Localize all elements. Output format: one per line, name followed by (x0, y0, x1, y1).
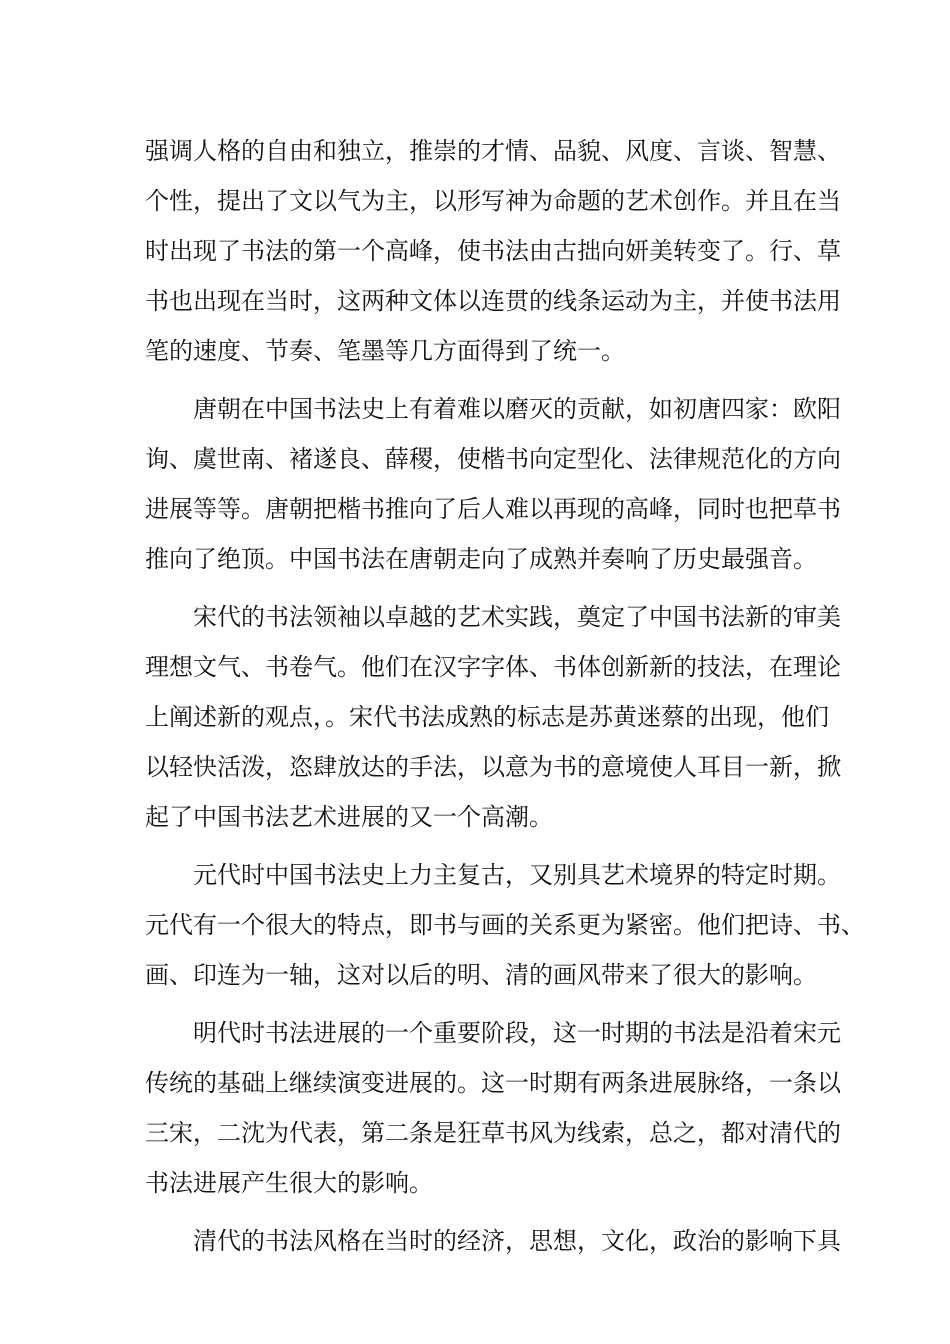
text-line: 起了中国书法艺术进展的又一个高潮。 (145, 803, 553, 831)
text-line: 询、虞世南、褚遂良、薛稷，使楷书向定型化、法律规范化的方向 (145, 445, 841, 473)
paragraph-start-line: 明代时书法进展的一个重要阶段，这一时期的书法是沿着宋元 (193, 1019, 841, 1047)
text-line: 三宋，二沈为代表，第二条是狂草书风为线索，总之，都对清代的 (145, 1119, 841, 1147)
text-line: 传统的基础上继续演变进展的。这一时期有两条进展脉络，一条以 (145, 1069, 841, 1097)
text-line: 以轻快活泼，恣肆放达的手法，以意为书的意境使人耳目一新，掀 (145, 753, 841, 781)
paragraph-start-line: 宋代的书法领袖以卓越的艺术实践，奠定了中国书法新的审美 (193, 603, 841, 631)
text-line: 笔的速度、节奏、笔墨等几方面得到了统一。 (145, 337, 625, 365)
paragraph-start-line: 元代时中国书法史上力主复古，又别具艺术境界的特定时期。 (193, 861, 841, 889)
paragraph-start-line: 唐朝在中国书法史上有着难以磨灭的贡献，如初唐四家：欧阳 (193, 395, 841, 423)
text-line: 个性，提出了文以气为主，以形写神为命题的艺术创作。并且在当 (145, 187, 841, 215)
text-line: 上阐述新的观点，。宋代书法成熟的标志是苏黄迷蔡的出现，他们 (145, 703, 829, 731)
text-line: 强调人格的自由和独立，推崇的才情、品貌、风度、言谈、智慧、 (145, 137, 841, 165)
text-line: 书法进展产生很大的影响。 (145, 1169, 433, 1197)
text-line: 进展等等。唐朝把楷书推向了后人难以再现的高峰，同时也把草书 (145, 495, 841, 523)
text-line: 画、印连为一轴，这对以后的明、清的画风带来了很大的影响。 (145, 961, 817, 989)
text-line: 书也出现在当时，这两种文体以连贯的线条运动为主，并使书法用 (145, 287, 841, 315)
text-line: 元代有一个很大的特点，即书与画的关系更为紧密。他们把诗、书、 (145, 911, 865, 939)
paragraph-start-line: 清代的书法风格在当时的经济，思想，文化，政治的影响下具 (193, 1227, 841, 1255)
text-line: 理想文气、书卷气。他们在汉字字体、书体创新新的技法，在理论 (145, 653, 841, 681)
text-line: 时出现了书法的第一个高峰，使书法由古拙向妍美转变了。行、草 (145, 237, 841, 265)
text-line: 推向了绝顶。中国书法在唐朝走向了成熟并奏响了历史最强音。 (145, 545, 817, 573)
document-body (145, 126, 865, 1266)
